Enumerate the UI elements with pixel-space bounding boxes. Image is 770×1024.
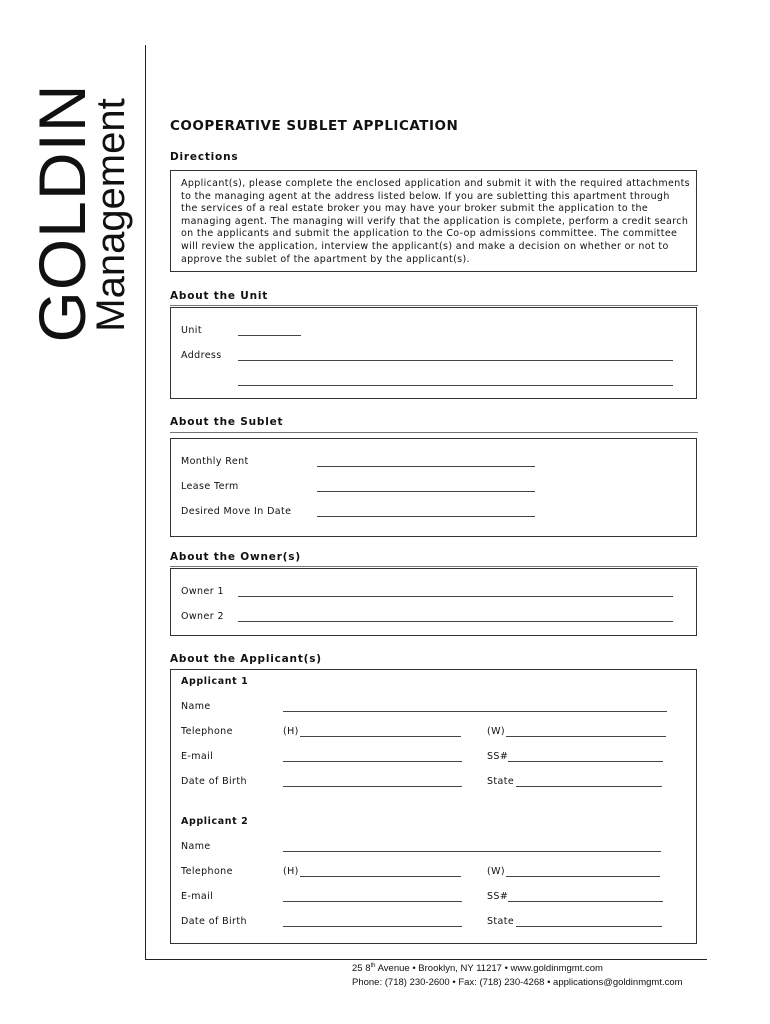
applicant-1-name-label: Name <box>181 701 211 712</box>
applicant-1-work-label: (W) <box>487 726 506 737</box>
sublet-heading: About the Sublet <box>170 416 284 428</box>
lease-term-label: Lease Term <box>181 481 239 492</box>
footer-address-line <box>352 963 603 974</box>
sublet-heading-rule <box>170 432 698 433</box>
applicant-heading: About the Applicant(s) <box>170 653 322 665</box>
footer-street-number: 25 8 <box>352 963 371 975</box>
bullet-icon: • <box>504 963 508 975</box>
lease-term-field[interactable] <box>317 491 535 492</box>
owner-1-field[interactable] <box>238 596 673 597</box>
applicant-2-telephone-label: Telephone <box>181 866 233 877</box>
logo-management: Management <box>89 98 133 332</box>
owner-heading: About the Owner(s) <box>170 551 301 563</box>
applicant-2-email-label: E-mail <box>181 891 214 902</box>
unit-field[interactable] <box>238 335 301 336</box>
applicant-2-name-label: Name <box>181 841 211 852</box>
applicant-1-ss-field[interactable] <box>508 761 663 762</box>
unit-heading: About the Unit <box>170 290 269 302</box>
owner-1-label: Owner 1 <box>181 586 224 597</box>
owner-box <box>170 568 697 636</box>
unit-label: Unit <box>181 325 202 336</box>
margin-vertical-rule <box>145 45 146 959</box>
sublet-box <box>170 438 697 537</box>
logo-goldin: GOLDIN <box>25 83 99 343</box>
applicant-1-home-phone-field[interactable] <box>300 736 461 737</box>
applicant-2-name-field[interactable] <box>283 851 661 852</box>
applicant-1-state-label: State <box>487 776 515 787</box>
address-field[interactable] <box>238 360 673 361</box>
applicant-1-work-phone-field[interactable] <box>506 736 666 737</box>
applicant-2-dob-field[interactable] <box>283 926 462 927</box>
applicant-1-home-label: (H) <box>283 726 299 737</box>
applicant-1-state-field[interactable] <box>516 786 662 787</box>
applicant-2-dob-label: Date of Birth <box>181 916 247 927</box>
unit-heading-rule <box>170 305 698 306</box>
applicant-1-email-label: E-mail <box>181 751 214 762</box>
owner-heading-rule <box>170 566 698 567</box>
applicant-2-email-field[interactable] <box>283 901 462 902</box>
applicant-2-home-label: (H) <box>283 866 299 877</box>
form-title: COOPERATIVE SUBLET APPLICATION <box>170 118 459 134</box>
applicant-1-dob-label: Date of Birth <box>181 776 247 787</box>
move-in-date-field[interactable] <box>317 516 535 517</box>
applicant-1-telephone-label: Telephone <box>181 726 233 737</box>
monthly-rent-field[interactable] <box>317 466 535 467</box>
bullet-icon: • <box>547 977 551 988</box>
directions-line: approve the sublet of the apartment by the applicant(s). <box>181 253 470 265</box>
applicant-2-ss-label: SS# <box>487 891 509 902</box>
directions-line: managing agent. The managing will verify that the application is complete, perform a credit search <box>181 215 689 227</box>
footer-city: Brooklyn, NY 11217 <box>418 963 502 975</box>
applicant-1-ss-label: SS# <box>487 751 509 762</box>
applicant-2-title: Applicant 2 <box>181 816 249 827</box>
applicant-2-state-field[interactable] <box>516 926 662 927</box>
directions-line: to the managing agent at the address listed below. If you are subletting this apartment through <box>181 190 670 202</box>
address-label: Address <box>181 350 222 361</box>
applicant-2-work-label: (W) <box>487 866 506 877</box>
bullet-icon: • <box>452 977 456 988</box>
applicant-1-dob-field[interactable] <box>283 786 462 787</box>
directions-text <box>181 178 691 266</box>
footer-rule <box>145 959 707 960</box>
move-in-date-label: Desired Move In Date <box>181 506 292 517</box>
directions-line: Applicant(s), please complete the enclosed application and submit it with the required attachments <box>181 178 690 189</box>
address-field-line-2[interactable] <box>238 385 673 386</box>
applicant-1-name-field[interactable] <box>283 711 667 712</box>
footer-phone: Phone: (718) 230-2600 <box>352 977 450 988</box>
applicant-1-email-field[interactable] <box>283 761 462 762</box>
directions-heading: Directions <box>170 151 239 163</box>
applicant-1-title: Applicant 1 <box>181 676 249 687</box>
owner-2-label: Owner 2 <box>181 611 224 622</box>
applicant-2-work-phone-field[interactable] <box>506 876 660 877</box>
applicant-2-ss-field[interactable] <box>508 901 663 902</box>
footer-website[interactable]: www.goldinmgmt.com <box>510 963 603 975</box>
directions-line: will review the application, interview the applicant(s) and make a decision on whether or not to <box>181 240 669 252</box>
footer-street-name: Avenue <box>375 963 410 975</box>
applicant-2-home-phone-field[interactable] <box>300 876 461 877</box>
footer-fax: Fax: (718) 230-4268 <box>458 977 545 988</box>
footer-street-suffix: th <box>370 963 376 969</box>
bullet-icon: • <box>412 963 416 975</box>
applicant-2-state-label: State <box>487 916 515 927</box>
directions-line: on the applicants and submit the application to the Co-op admissions committee. The committee <box>181 228 678 240</box>
footer-email[interactable]: applications@goldinmgmt.com <box>553 977 683 988</box>
owner-2-field[interactable] <box>238 621 673 622</box>
footer-contact-line <box>352 977 683 988</box>
directions-line: the services of a real estate broker you may have your broker submit the application to the <box>181 203 649 215</box>
monthly-rent-label: Monthly Rent <box>181 456 249 467</box>
